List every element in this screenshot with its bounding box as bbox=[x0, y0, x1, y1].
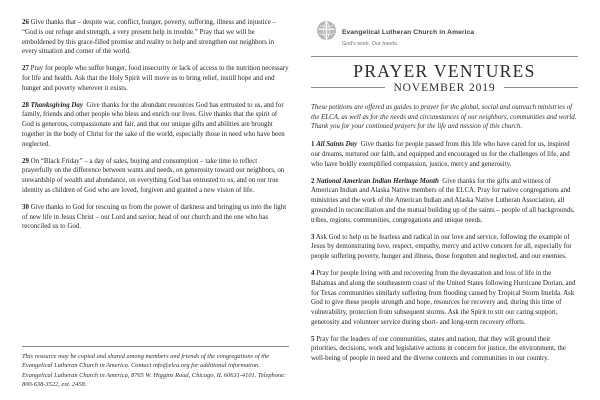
prayer-entry bbox=[311, 140, 578, 169]
entry-number: 5 bbox=[311, 335, 315, 343]
entry-text: Pray for people living with and recovering from the devastation and loss of life in the Bahamas and along the southeastern coast of the United States following Hurricane Dorian, and for Texas communities similarly suffering from flooding caused by Tropical Storm Imelda. Ask God to give these people strength and hope, resources for recovery and, during this time of vulnerability, protection from subsequent storms. Ask the Spirit to stir our caring support, generosity and volunteer service during short- and long-term recovery efforts. bbox=[311, 269, 576, 326]
entry-number: 30 bbox=[22, 203, 29, 211]
right-column bbox=[311, 18, 578, 390]
prayer-entry bbox=[22, 101, 289, 150]
left-column bbox=[22, 18, 289, 390]
entry-number: 29 bbox=[22, 157, 29, 165]
entry-text: On “Black Friday” – a day of sales, buying and consumption – take time to reflect prayerfully on the difference between wants and needs, on generosity toward our neighbors, on stewardship of wealth and abundance, on everything God has entrusted to us, and on our true identity as children of God who are loved, forgiven and granted a new vision of life. bbox=[22, 157, 285, 194]
footer-spacer bbox=[22, 239, 289, 345]
entry-number: 1 bbox=[311, 141, 315, 149]
left-column-entries bbox=[22, 18, 289, 239]
organization-name: Evangelical Lutheran Church in America bbox=[342, 29, 475, 36]
prayer-entry bbox=[311, 233, 578, 262]
entry-number: 3 bbox=[311, 233, 315, 241]
masthead bbox=[317, 20, 578, 47]
prayer-entry bbox=[311, 177, 578, 226]
entry-lead-in: Thanksgiving Day bbox=[30, 101, 83, 109]
title-top-rule bbox=[311, 56, 578, 57]
copyright-notice: This resource may be copied and shared among members and friends of the congregations of the Evangelical Lutheran Church in America. Contact info@elca.org for additional information. Evangelical Lutheran Church in America, 8765 W. Higgins Road, Chicago, IL 60631-4101. Telephone: 800-638-3522, ext. 2458. bbox=[22, 352, 287, 389]
masthead-text bbox=[342, 20, 474, 47]
prayer-entry bbox=[311, 335, 578, 364]
entry-number: 28 bbox=[22, 101, 29, 109]
entry-text: Pray for the leaders of our communities, states and nation, that they will ground their priorities, decisions, work and legislative actions in concern for justice, the environment, the well-being of people in need and the diverse contexts and communities in our country. bbox=[311, 335, 566, 363]
prayer-entry bbox=[22, 157, 289, 196]
entry-number: 4 bbox=[311, 269, 315, 277]
subtitle-row bbox=[311, 82, 578, 94]
organization-tagline: God's work. Our hands. bbox=[342, 40, 399, 47]
entry-lead-in: National American Indian Heritage Month bbox=[316, 177, 439, 185]
prayer-entry bbox=[22, 18, 289, 57]
entry-lead-in: All Saints Day bbox=[316, 141, 358, 149]
footer-divider-rule bbox=[22, 346, 289, 347]
entry-text: Give thanks to God for rescuing us from the power of darkness and bringing us into the light of new life in Jesus Christ – our Lord and savior, head of our church and the one who has reconciled us to God. bbox=[22, 203, 287, 231]
issue-month: NOVEMBER 2019 bbox=[393, 81, 496, 94]
entry-number: 26 bbox=[22, 19, 29, 26]
entry-text: Give thanks for people passed from this life who have cared for us, inspired our dreams, nurtured our faith, and equipped and encouraged us for the challenges of life, and who have boldly exemplified compassion, justice, mercy and generosity. bbox=[311, 141, 570, 168]
introduction-paragraph: These petitions are offered as guides to prayer for the global, social and outreach ministries of the ELCA, as well as for the needs and circumstances of our neighbors, communities and world. Thank you for your continued prayers for the life and mission of this church. bbox=[311, 103, 577, 131]
prayer-entry bbox=[22, 64, 289, 93]
page-title: PRAYER VENTURES bbox=[353, 60, 536, 81]
subtitle-rule-right bbox=[504, 87, 578, 88]
entry-text: Give thanks for the abundant resources God has entrusted to us, and for family, friends and other people who bless and enrich our lives. Give thanks that the spirit of God is generous, compassionate and fair, and that our unique gifts and abilities are brought together in the body of Christ for the sake of the world, especially those in need who have been neglected. bbox=[22, 101, 285, 148]
entry-number: 2 bbox=[311, 177, 315, 185]
entry-number: 27 bbox=[22, 65, 29, 73]
prayer-entry bbox=[22, 203, 289, 232]
right-column-entries bbox=[311, 140, 578, 364]
entry-text: Give thanks for the gifts and witness of American Indian and Alaska Native members of the ELCA. Pray for native congregations and ministries and the work of the American Indian and Alaska Native Lutheran Association, all grounded in reconciliation and the mutual building up of the saints – people of all backgrounds, tribes, regions, communities, congregations and unique needs. bbox=[311, 177, 575, 224]
subtitle-rule-left bbox=[311, 87, 385, 88]
entry-text: Pray for people who suffer hunger, food insecurity or lack of access to the nutrition necessary for life and health. Ask that the Holy Spirit will move us to bring relief, instill hope and end hunger and poverty wherever it exists. bbox=[22, 65, 289, 92]
prayer-entry bbox=[311, 269, 578, 328]
entry-text: Give thanks that – despite war, conflict, hunger, poverty, suffering, illness and injustice – “God is our refuge and strength, a very present help in trouble.” Pray that we will be emboldened by this grace-filled promise and reality to help and strengthen our neighbors in every situation and corner of the world. bbox=[22, 19, 276, 56]
elca-globe-cross-logo-icon bbox=[317, 21, 336, 40]
entry-text: Ask God to help us be fearless and radical in our love and service, following the example of Jesus by demonstrating love, respect, empathy, mercy and active concern for all, especially for people suffering poverty, hunger and illness, those forgotten and neglected, and our enemies. bbox=[311, 233, 572, 261]
